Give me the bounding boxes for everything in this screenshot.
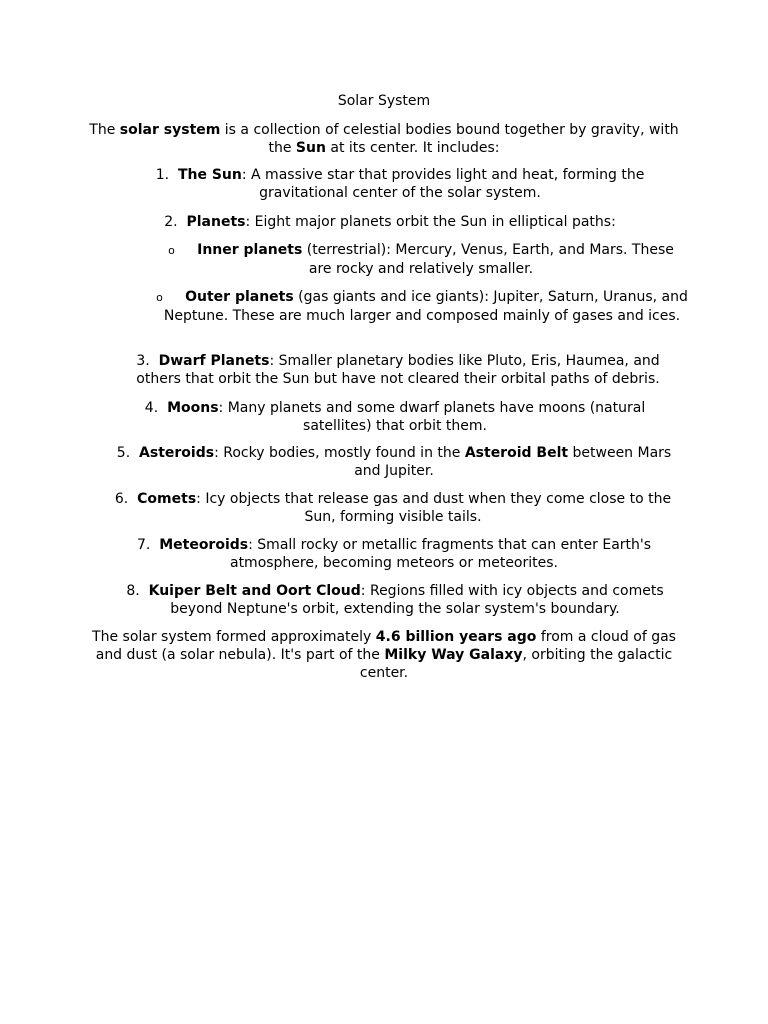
- sub-list-item-term: Outer planets: [185, 289, 294, 305]
- sub-list-item-term: Inner planets: [197, 242, 303, 258]
- closing-paragraph: The solar system formed approximately 4.6 billion years ago from a cloud of gas and dust (a solar nebula). It's part of the Milky Way Galaxy, orbiting the galactic center.: [92, 629, 676, 681]
- list-item-term: Planets: [186, 214, 246, 230]
- list-marker: 2.: [164, 214, 178, 230]
- list-item: [140, 399, 650, 435]
- page-title: Solar System: [337, 93, 431, 109]
- list-item: [114, 444, 674, 480]
- intro-paragraph: The solar system is a collection of celestial bodies bound together by gravity, with the Sun at its center. It includes:: [89, 122, 679, 156]
- list-item-term: Asteroids: [139, 445, 215, 461]
- list-item-term: The Sun: [177, 167, 242, 183]
- sub-list-item-text: (terrestrial): Mercury, Venus, Earth, and Mars. These are rocky and relatively smaller.: [302, 242, 674, 277]
- list-item: [150, 166, 650, 202]
- list-marker: 1.: [155, 167, 170, 183]
- bullet-marker: o: [156, 291, 163, 304]
- list-item-term: Comets: [137, 491, 197, 507]
- bullet-marker: o: [168, 244, 175, 257]
- sub-list-item: [153, 288, 691, 325]
- list-marker: 3.: [136, 353, 150, 369]
- sub-list-item-text: (gas giants and ice giants): Jupiter, Saturn, Uranus, and Neptune. These are much larger and composed mainly of gases and ices.: [163, 289, 688, 324]
- list-item-text: between Mars and Jupiter.: [354, 445, 672, 479]
- list-item-text: : Many planets and some dwarf planets have moons (natural satellites) that orbit them.: [218, 400, 646, 434]
- list-item-term: Kuiper Belt and Oort Cloud: [148, 583, 361, 599]
- list-item: [122, 582, 668, 618]
- list-marker: 7.: [136, 537, 151, 553]
- list-marker: 5.: [116, 445, 131, 461]
- list-item-term: Dwarf Planets: [158, 353, 270, 369]
- list-item-text: : Eight major planets orbit the Sun in elliptical paths:: [245, 214, 616, 230]
- list-item-term: Asteroid Belt: [464, 445, 569, 461]
- list-item: [160, 213, 620, 231]
- list-item: [128, 352, 668, 388]
- sub-list-item: [165, 241, 677, 278]
- list-item-text: : Regions filled with icy objects and comets beyond Neptune's orbit, extending the solar system's boundary.: [170, 583, 664, 617]
- list-item-term: Moons: [167, 400, 219, 416]
- list-item-text: : Icy objects that release gas and dust when they come close to the Sun, forming visible tails.: [196, 491, 672, 525]
- list-item: [112, 490, 674, 526]
- list-marker: 4.: [144, 400, 159, 416]
- list-marker: 6.: [114, 491, 129, 507]
- list-item-text: : A massive star that provides light and heat, forming the gravitational center of the solar system.: [241, 167, 645, 201]
- list-item-term: Meteoroids: [159, 537, 249, 553]
- list-item-text: : Smaller planetary bodies like Pluto, Eris, Haumea, and others that orbit the Sun but have not cleared their orbital paths of debris.: [136, 353, 660, 387]
- list-item-text: : Rocky bodies, mostly found in the: [214, 445, 465, 461]
- list-item-text: : Small rocky or metallic fragments that can enter Earth's atmosphere, becoming meteors or meteorites.: [229, 537, 652, 571]
- list-item: [134, 536, 654, 572]
- list-marker: 8.: [126, 583, 140, 599]
